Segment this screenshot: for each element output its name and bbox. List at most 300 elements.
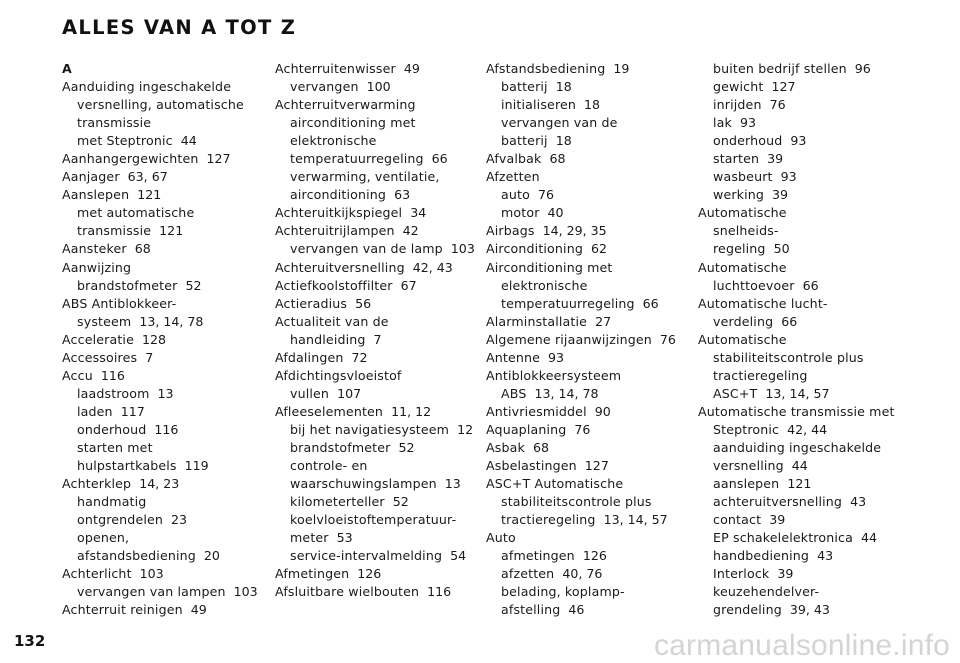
index-subentry xyxy=(698,132,903,150)
index-page-refs: 121 xyxy=(787,476,812,492)
index-term: Aanhangergewichten xyxy=(62,151,199,167)
index-subentry xyxy=(698,511,903,529)
index-term: luchttoevoer xyxy=(713,277,795,293)
index-page-refs: 66 xyxy=(802,277,819,293)
index-subentry xyxy=(698,60,903,78)
index-term: elektronische xyxy=(501,277,588,293)
index-page-refs: 40 xyxy=(547,205,564,221)
index-term: Airconditioning met xyxy=(486,259,613,275)
index-term: afzetten xyxy=(501,566,555,582)
index-page-refs: 42, 43 xyxy=(412,259,453,275)
index-term: Afsluitbare wielbouten xyxy=(275,584,420,600)
index-term: Asbak xyxy=(486,439,525,455)
index-subentry xyxy=(486,132,691,150)
index-entry xyxy=(486,421,691,439)
index-subentry xyxy=(62,547,262,565)
index-term: onderhoud xyxy=(713,133,783,149)
index-term: aanduiding ingeschakelde xyxy=(713,439,882,455)
index-page-refs: 116 xyxy=(427,584,452,600)
index-subentry xyxy=(698,186,903,204)
index-term: Interlock xyxy=(713,566,770,582)
index-term: aanslepen xyxy=(713,476,780,492)
index-term: met Steptronic xyxy=(77,133,173,149)
index-entry xyxy=(275,367,480,385)
index-page-refs: 43 xyxy=(850,494,867,510)
index-term: Actiefkoolstoffilter xyxy=(275,277,393,293)
index-page-refs: 7 xyxy=(145,349,154,365)
index-term: vullen xyxy=(290,385,330,401)
index-subentry xyxy=(62,583,262,601)
index-term: buiten bedrijf stellen xyxy=(713,61,847,76)
index-term: Algemene rijaanwijzingen xyxy=(486,331,652,347)
index-term: Auto xyxy=(486,530,516,546)
index-entry xyxy=(486,475,691,493)
index-entry xyxy=(275,60,480,78)
index-term: handleiding xyxy=(290,331,366,347)
index-subentry xyxy=(275,493,480,511)
index-term: ASC+T Automatische xyxy=(486,476,624,492)
index-term: Actualiteit van de xyxy=(275,313,389,329)
index-page-refs: 67 xyxy=(400,277,417,293)
index-term: Airconditioning xyxy=(486,241,583,257)
index-term: tractieregeling xyxy=(501,512,596,528)
index-term: batterij xyxy=(501,79,548,95)
index-page-refs: 127 xyxy=(584,458,609,474)
index-entry xyxy=(62,168,262,186)
index-page-refs: 13, 14, 78 xyxy=(534,385,599,401)
index-term: hulpstartkabels xyxy=(77,458,177,474)
index-page-refs: 50 xyxy=(773,241,790,257)
index-term: afstandsbediening xyxy=(77,548,196,564)
index-entry xyxy=(698,204,903,222)
index-term: snelheids- xyxy=(713,223,779,239)
index-term: Achterklep xyxy=(62,476,132,492)
index-term: starten xyxy=(713,151,760,167)
index-entry xyxy=(486,529,691,547)
index-subentry xyxy=(62,277,262,295)
index-subentry xyxy=(275,547,480,565)
index-letter-heading xyxy=(62,60,262,78)
index-term: Achterruit reinigen xyxy=(62,602,183,618)
index-subentry xyxy=(486,601,691,619)
index-term: laadstroom xyxy=(77,385,150,401)
index-term: Acceleratie xyxy=(62,331,134,347)
index-entry xyxy=(275,222,480,240)
index-column-3 xyxy=(486,60,691,619)
index-term: motor xyxy=(501,205,540,221)
index-entry xyxy=(62,78,262,96)
index-page-refs: 62 xyxy=(590,241,607,257)
index-entry xyxy=(275,204,480,222)
index-term: Automatische xyxy=(698,331,787,347)
index-entry xyxy=(486,403,691,421)
index-entry xyxy=(486,313,691,331)
index-term: Afdalingen xyxy=(275,349,344,365)
index-entry xyxy=(486,222,691,240)
index-page-refs: 121 xyxy=(159,223,184,239)
index-term: bij het navigatiesysteem xyxy=(290,421,450,437)
index-term: brandstofmeter xyxy=(77,277,178,293)
index-subentry xyxy=(62,457,262,475)
index-page-refs: 68 xyxy=(532,439,549,455)
index-page-refs: 39 xyxy=(767,151,784,167)
index-subentry xyxy=(62,511,262,529)
index-term: starten met xyxy=(77,439,153,455)
index-subentry xyxy=(486,96,691,114)
index-term: waarschuwingslampen xyxy=(290,476,437,492)
index-subentry xyxy=(486,295,691,313)
index-subentry xyxy=(698,367,903,385)
index-term: Afmetingen xyxy=(275,566,350,582)
index-subentry xyxy=(698,150,903,168)
index-term: temperatuurregeling xyxy=(290,151,424,167)
index-subentry xyxy=(486,78,691,96)
index-page-refs: 116 xyxy=(100,367,125,383)
page-title: ALLES VAN A TOT Z xyxy=(62,16,297,39)
index-page-refs: 66 xyxy=(642,295,659,311)
index-term: kilometerteller xyxy=(290,494,385,510)
index-subentry xyxy=(698,493,903,511)
index-page-refs: 34 xyxy=(410,205,427,221)
index-page-refs: 42, 44 xyxy=(787,421,828,437)
index-subentry xyxy=(486,277,691,295)
index-subentry xyxy=(698,421,903,439)
index-page-refs: 63 xyxy=(394,187,411,203)
index-entry xyxy=(62,349,262,367)
index-subentry xyxy=(275,132,480,150)
index-term: versnelling, automatische xyxy=(77,97,244,113)
index-subentry xyxy=(698,168,903,186)
index-term: Asbelastingen xyxy=(486,458,577,474)
index-term: Afstandsbediening xyxy=(486,61,606,76)
index-subentry xyxy=(275,511,480,529)
index-subentry xyxy=(486,493,691,511)
index-page-refs: 116 xyxy=(154,421,179,437)
index-entry xyxy=(486,150,691,168)
index-term: ABS Antiblokkeer- xyxy=(62,295,177,311)
index-subentry xyxy=(62,421,262,439)
index-page-refs: 63, 67 xyxy=(127,169,168,185)
index-term: werking xyxy=(713,187,765,203)
index-term: Automatische xyxy=(698,205,787,221)
index-page-refs: 127 xyxy=(206,151,231,167)
index-page-refs: 7 xyxy=(373,331,382,347)
index-term: openen, xyxy=(77,530,130,546)
index-subentry xyxy=(275,114,480,132)
index-subentry xyxy=(62,403,262,421)
index-entry xyxy=(275,295,480,313)
index-page-refs: 76 xyxy=(659,331,676,347)
index-subentry xyxy=(486,511,691,529)
index-term: Achterruitenwisser xyxy=(275,61,396,76)
index-term: vervangen xyxy=(290,79,359,95)
index-term: Afdichtingsvloeistof xyxy=(275,367,402,383)
index-term: regeling xyxy=(713,241,766,257)
index-term: temperatuurregeling xyxy=(501,295,635,311)
index-term: Aanwijzing xyxy=(62,259,132,275)
index-entry xyxy=(62,475,262,493)
index-term: onderhoud xyxy=(77,421,147,437)
index-subentry xyxy=(698,439,903,457)
index-subentry xyxy=(62,439,262,457)
index-entry xyxy=(486,240,691,258)
index-term: vervangen van de lamp xyxy=(290,241,443,257)
index-term: verwarming, ventilatie, xyxy=(290,169,440,185)
index-page-refs: 39 xyxy=(769,512,786,528)
index-page-refs: 18 xyxy=(555,133,572,149)
index-page-refs: 13, 14, 57 xyxy=(603,512,668,528)
index-subentry xyxy=(698,457,903,475)
index-term: handbediening xyxy=(713,548,810,564)
index-subentry xyxy=(62,313,262,331)
index-page-refs: 53 xyxy=(336,530,353,546)
index-page-refs: 56 xyxy=(355,295,372,311)
index-page-refs: 103 xyxy=(233,584,258,600)
index-subentry xyxy=(275,331,480,349)
index-entry xyxy=(698,259,903,277)
index-term: vervangen van lampen xyxy=(77,584,226,600)
index-term: Automatische lucht- xyxy=(698,295,828,311)
index-subentry xyxy=(698,529,903,547)
index-term: stabiliteitscontrole plus xyxy=(501,494,652,510)
index-page-refs: 93 xyxy=(780,169,797,185)
index-page-refs: 93 xyxy=(739,115,756,131)
index-entry xyxy=(698,295,903,313)
index-page-refs: 12 xyxy=(457,421,474,437)
index-page-refs: 44 xyxy=(180,133,197,149)
index-entry xyxy=(486,60,691,78)
index-entry xyxy=(62,240,262,258)
index-subentry xyxy=(698,475,903,493)
index-term: brandstofmeter xyxy=(290,439,391,455)
index-entry xyxy=(62,367,262,385)
index-term: wasbeurt xyxy=(713,169,773,185)
index-term: stabiliteitscontrole plus xyxy=(713,349,864,365)
index-entry xyxy=(275,349,480,367)
index-column-4 xyxy=(698,60,903,619)
index-subentry xyxy=(62,132,262,150)
index-entry xyxy=(486,439,691,457)
index-term: Accessoires xyxy=(62,349,138,365)
index-entry xyxy=(275,96,480,114)
index-page-refs: 52 xyxy=(185,277,202,293)
index-term: ASC+T xyxy=(713,385,758,401)
index-entry xyxy=(486,349,691,367)
index-page-refs: 40, 76 xyxy=(562,566,603,582)
index-term: Achterlicht xyxy=(62,566,132,582)
index-term: Antenne xyxy=(486,349,541,365)
index-page-refs: 96 xyxy=(854,61,871,76)
index-subentry xyxy=(698,547,903,565)
index-page-refs: 66 xyxy=(431,151,448,167)
index-page-refs: 20 xyxy=(203,548,220,564)
index-page-refs: 119 xyxy=(184,458,209,474)
index-term: lak xyxy=(713,115,732,131)
index-subentry xyxy=(275,421,480,439)
index-page-refs: 68 xyxy=(134,241,151,257)
index-entry xyxy=(486,367,691,385)
index-column-2 xyxy=(275,60,480,601)
index-entry xyxy=(62,295,262,313)
index-term: A xyxy=(62,61,72,76)
index-entry xyxy=(62,186,262,204)
index-page-refs: 121 xyxy=(137,187,162,203)
index-term: contact xyxy=(713,512,762,528)
index-page-refs: 128 xyxy=(141,331,167,347)
index-page-refs: 39 xyxy=(777,566,794,582)
index-term: afmetingen xyxy=(501,548,575,564)
index-term: systeem xyxy=(77,313,132,329)
index-term: Antivriesmiddel xyxy=(486,403,587,419)
index-term: ontgrendelen xyxy=(77,512,164,528)
index-term: airconditioning met xyxy=(290,115,416,131)
index-page-refs: 49 xyxy=(403,61,420,76)
index-subentry xyxy=(486,186,691,204)
index-page-refs: 13, 14, 78 xyxy=(139,313,204,329)
index-term: afstelling xyxy=(501,602,561,618)
index-entry xyxy=(698,403,903,421)
index-term: batterij xyxy=(501,133,548,149)
index-entry xyxy=(486,168,691,186)
index-term: Alarminstallatie xyxy=(486,313,588,329)
index-subentry xyxy=(486,565,691,583)
index-page-refs: 52 xyxy=(398,439,415,455)
index-term: elektronische xyxy=(290,133,377,149)
index-term: ABS xyxy=(501,385,527,401)
index-term: versnelling xyxy=(713,458,784,474)
index-term: Achteruitkijkspiegel xyxy=(275,205,403,221)
index-subentry xyxy=(698,385,903,403)
index-entry xyxy=(486,259,691,277)
index-subentry xyxy=(62,204,262,222)
index-subentry xyxy=(275,240,480,258)
index-page-refs: 42 xyxy=(402,223,419,239)
index-page-refs: 100 xyxy=(366,79,391,95)
index-page-refs: 49 xyxy=(190,602,207,618)
index-page-refs: 127 xyxy=(771,79,796,95)
index-page-refs: 13 xyxy=(157,385,174,401)
index-page-refs: 39 xyxy=(772,187,789,203)
index-subentry xyxy=(275,457,480,475)
index-term: Airbags xyxy=(486,223,535,239)
index-term: Achteruitrijlampen xyxy=(275,223,395,239)
index-page-refs: 68 xyxy=(549,151,566,167)
index-page-refs: 19 xyxy=(613,61,630,76)
index-term: grendeling xyxy=(713,602,782,618)
index-page-refs: 13 xyxy=(444,476,461,492)
index-subentry xyxy=(486,583,691,601)
index-entry xyxy=(62,565,262,583)
index-term: verdeling xyxy=(713,313,774,329)
index-term: koelvloeistoftemperatuur- xyxy=(290,512,457,528)
index-term: initialiseren xyxy=(501,97,577,113)
index-subentry xyxy=(698,565,903,583)
index-term: Aanslepen xyxy=(62,187,130,203)
index-page-refs: 54 xyxy=(450,548,467,564)
index-subentry xyxy=(275,385,480,403)
index-subentry xyxy=(275,475,480,493)
index-page-refs: 39, 43 xyxy=(789,602,830,618)
index-subentry xyxy=(275,150,480,168)
index-page-refs: 23 xyxy=(171,512,188,528)
index-subentry xyxy=(62,529,262,547)
index-entry xyxy=(275,403,480,421)
index-entry xyxy=(275,565,480,583)
index-page-refs: 90 xyxy=(594,403,611,419)
index-page-refs: 18 xyxy=(555,79,572,95)
index-term: inrijden xyxy=(713,97,762,113)
index-subentry xyxy=(486,114,691,132)
index-entry xyxy=(275,583,480,601)
index-page-refs: 46 xyxy=(568,602,585,618)
index-subentry xyxy=(62,385,262,403)
index-page-refs: 126 xyxy=(582,548,607,564)
index-page-refs: 66 xyxy=(781,313,798,329)
index-page-refs: 44 xyxy=(791,458,808,474)
index-page-refs: 107 xyxy=(337,385,362,401)
index-term: Afleeselementen xyxy=(275,403,384,419)
index-entry xyxy=(275,277,480,295)
index-page-refs: 117 xyxy=(120,403,145,419)
index-subentry xyxy=(698,222,903,240)
index-page-refs: 103 xyxy=(139,566,164,582)
index-subentry xyxy=(698,313,903,331)
index-page-refs: 18 xyxy=(584,97,601,113)
index-term: Antiblokkeersysteem xyxy=(486,367,622,383)
index-term: Aanduiding ingeschakelde xyxy=(62,79,232,95)
index-page-refs: 76 xyxy=(537,187,554,203)
index-subentry xyxy=(698,349,903,367)
index-subentry xyxy=(275,529,480,547)
index-subentry xyxy=(486,204,691,222)
index-term: Afvalbak xyxy=(486,151,542,167)
index-page-refs: 76 xyxy=(769,97,786,113)
index-term: airconditioning xyxy=(290,187,387,203)
index-term: Automatische xyxy=(698,259,787,275)
index-subentry xyxy=(275,439,480,457)
index-entry xyxy=(275,313,480,331)
index-subentry xyxy=(698,601,903,619)
index-term: meter xyxy=(290,530,329,546)
index-subentry xyxy=(62,114,262,132)
index-subentry xyxy=(62,222,262,240)
index-entry xyxy=(486,457,691,475)
index-term: auto xyxy=(501,187,530,203)
index-term: EP schakelelektronica xyxy=(713,530,853,546)
index-term: Achteruitversnelling xyxy=(275,259,405,275)
index-term: gewicht xyxy=(713,79,764,95)
index-column-1 xyxy=(62,60,262,619)
index-term: transmissie xyxy=(77,223,152,239)
index-page-refs: 93 xyxy=(790,133,807,149)
index-term: Aanjager xyxy=(62,169,120,185)
index-term: Automatische transmissie met xyxy=(698,403,895,419)
index-page-refs: 43 xyxy=(817,548,834,564)
index-page-refs: 126 xyxy=(357,566,382,582)
index-subentry xyxy=(275,186,480,204)
index-page-refs: 27 xyxy=(595,313,612,329)
index-term: handmatig xyxy=(77,494,147,510)
index-subentry xyxy=(275,168,480,186)
index-page-refs: 52 xyxy=(392,494,409,510)
index-subentry xyxy=(275,78,480,96)
index-subentry xyxy=(698,96,903,114)
index-term: Accu xyxy=(62,367,93,383)
index-page-refs: 72 xyxy=(351,349,368,365)
index-entry xyxy=(62,259,262,277)
index-term: vervangen van de xyxy=(501,115,618,131)
index-subentry xyxy=(698,114,903,132)
